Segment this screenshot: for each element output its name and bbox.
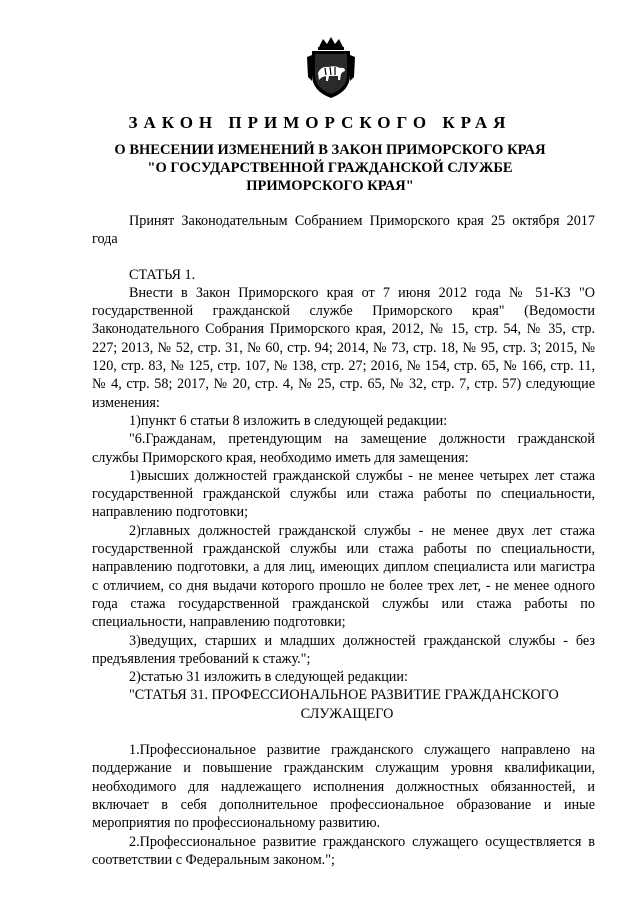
amendment-item-1: 1)пункт 6 статьи 8 изложить в следующей редакции: [129,412,448,429]
article-31-heading-line-2: СЛУЖАЩЕГО [300,705,394,722]
law-body [92,212,595,869]
amendment-item-2: 2)статью 31 изложить в следующей редакции: [129,669,408,686]
subtitle-line-1: О ВНЕСЕНИИ ИЗМЕНЕНИЙ В ЗАКОН ПРИМОРСКОГО КРАЯ [114,142,546,158]
law-subtitle [110,141,550,195]
adoption-note: Принят Законодательным Собранием Приморского края 25 октября 2017 года [92,213,595,248]
primorsky-coat-of-arms-icon [305,37,357,99]
article-1-intro: Внести в Закон Приморского края от 7 июня 2012 года № 51-КЗ "О государственной гражданской службе Приморского края" (Ведомости Законодательного Собрания Приморского края, 2012, № 15, стр. 54, № 35, стр. 227; 2013, № 52, стр. 31, № 60, стр. 94; 2014, № 73, стр. 18, № 95, стр. 3; 2015, № 120, стр. 83, № 125, стр. 107, № 138, стр. 27; 2016, № 154, стр. 65, № 166, стр. 11, № 4, стр. 58; 2017, № 20, стр. 4, № 25, стр. 65, № 32, стр. 7, стр. 57) следующие изменения: [92,284,595,411]
article-1-heading: СТАТЬЯ 1. [129,266,196,283]
clause-6-subitem-3: 3)ведущих, старших и младших должностей гражданской службы - без предъявления требований к стажу."; [92,632,595,667]
subtitle-line-2: "О ГОСУДАРСТВЕННОЙ ГРАЖДАНСКОЙ СЛУЖБЕ [147,160,513,176]
article-31-heading-line-1: "СТАТЬЯ 31. ПРОФЕССИОНАЛЬНОЕ РАЗВИТИЕ ГРАЖДАНСКОГО [129,687,559,704]
article-31-paragraph-1: 1.Профессиональное развитие гражданского служащего направлено на поддержание и повышение гражданским служащим уровня квалификации, необходимого для надлежащего исполнения должностных обязанностей, и включает в себя дополнительное профессиональное образование и иные мероприятия по профессиональному развитию. [92,742,595,832]
law-title: ЗАКОН ПРИМОРСКОГО КРАЯ [128,113,512,132]
article-31-paragraph-2: 2.Профессиональное развитие гражданского служащего осуществляется в соответствии с Федеральным законом."; [92,833,595,868]
clause-6: "6.Гражданам, претендующим на замещение должности гражданской службы Приморского края, необходимо иметь для замещения: [92,431,595,466]
coat-of-arms-emblem [305,37,357,99]
clause-6-subitem-2: 2)главных должностей гражданской службы - не менее двух лет стажа государственной гражданской службы или стажа работы по специальности, направлению подготовки, а для лиц, имеющих диплом специалиста или магистра с отличием, со дня выдачи которого прошло не более трех лет, - не менее одного года стажа государственной гражданской службы или стажа работы по специальности, направлению подготовки; [92,522,595,631]
subtitle-line-3: ПРИМОРСКОГО КРАЯ" [246,178,414,194]
article-31-heading [92,686,595,723]
clause-6-subitem-1: 1)высших должностей гражданской службы - не менее четырех лет стажа государственной гражданской службы или стажа работы по специальности, направлению подготовки; [92,467,595,521]
